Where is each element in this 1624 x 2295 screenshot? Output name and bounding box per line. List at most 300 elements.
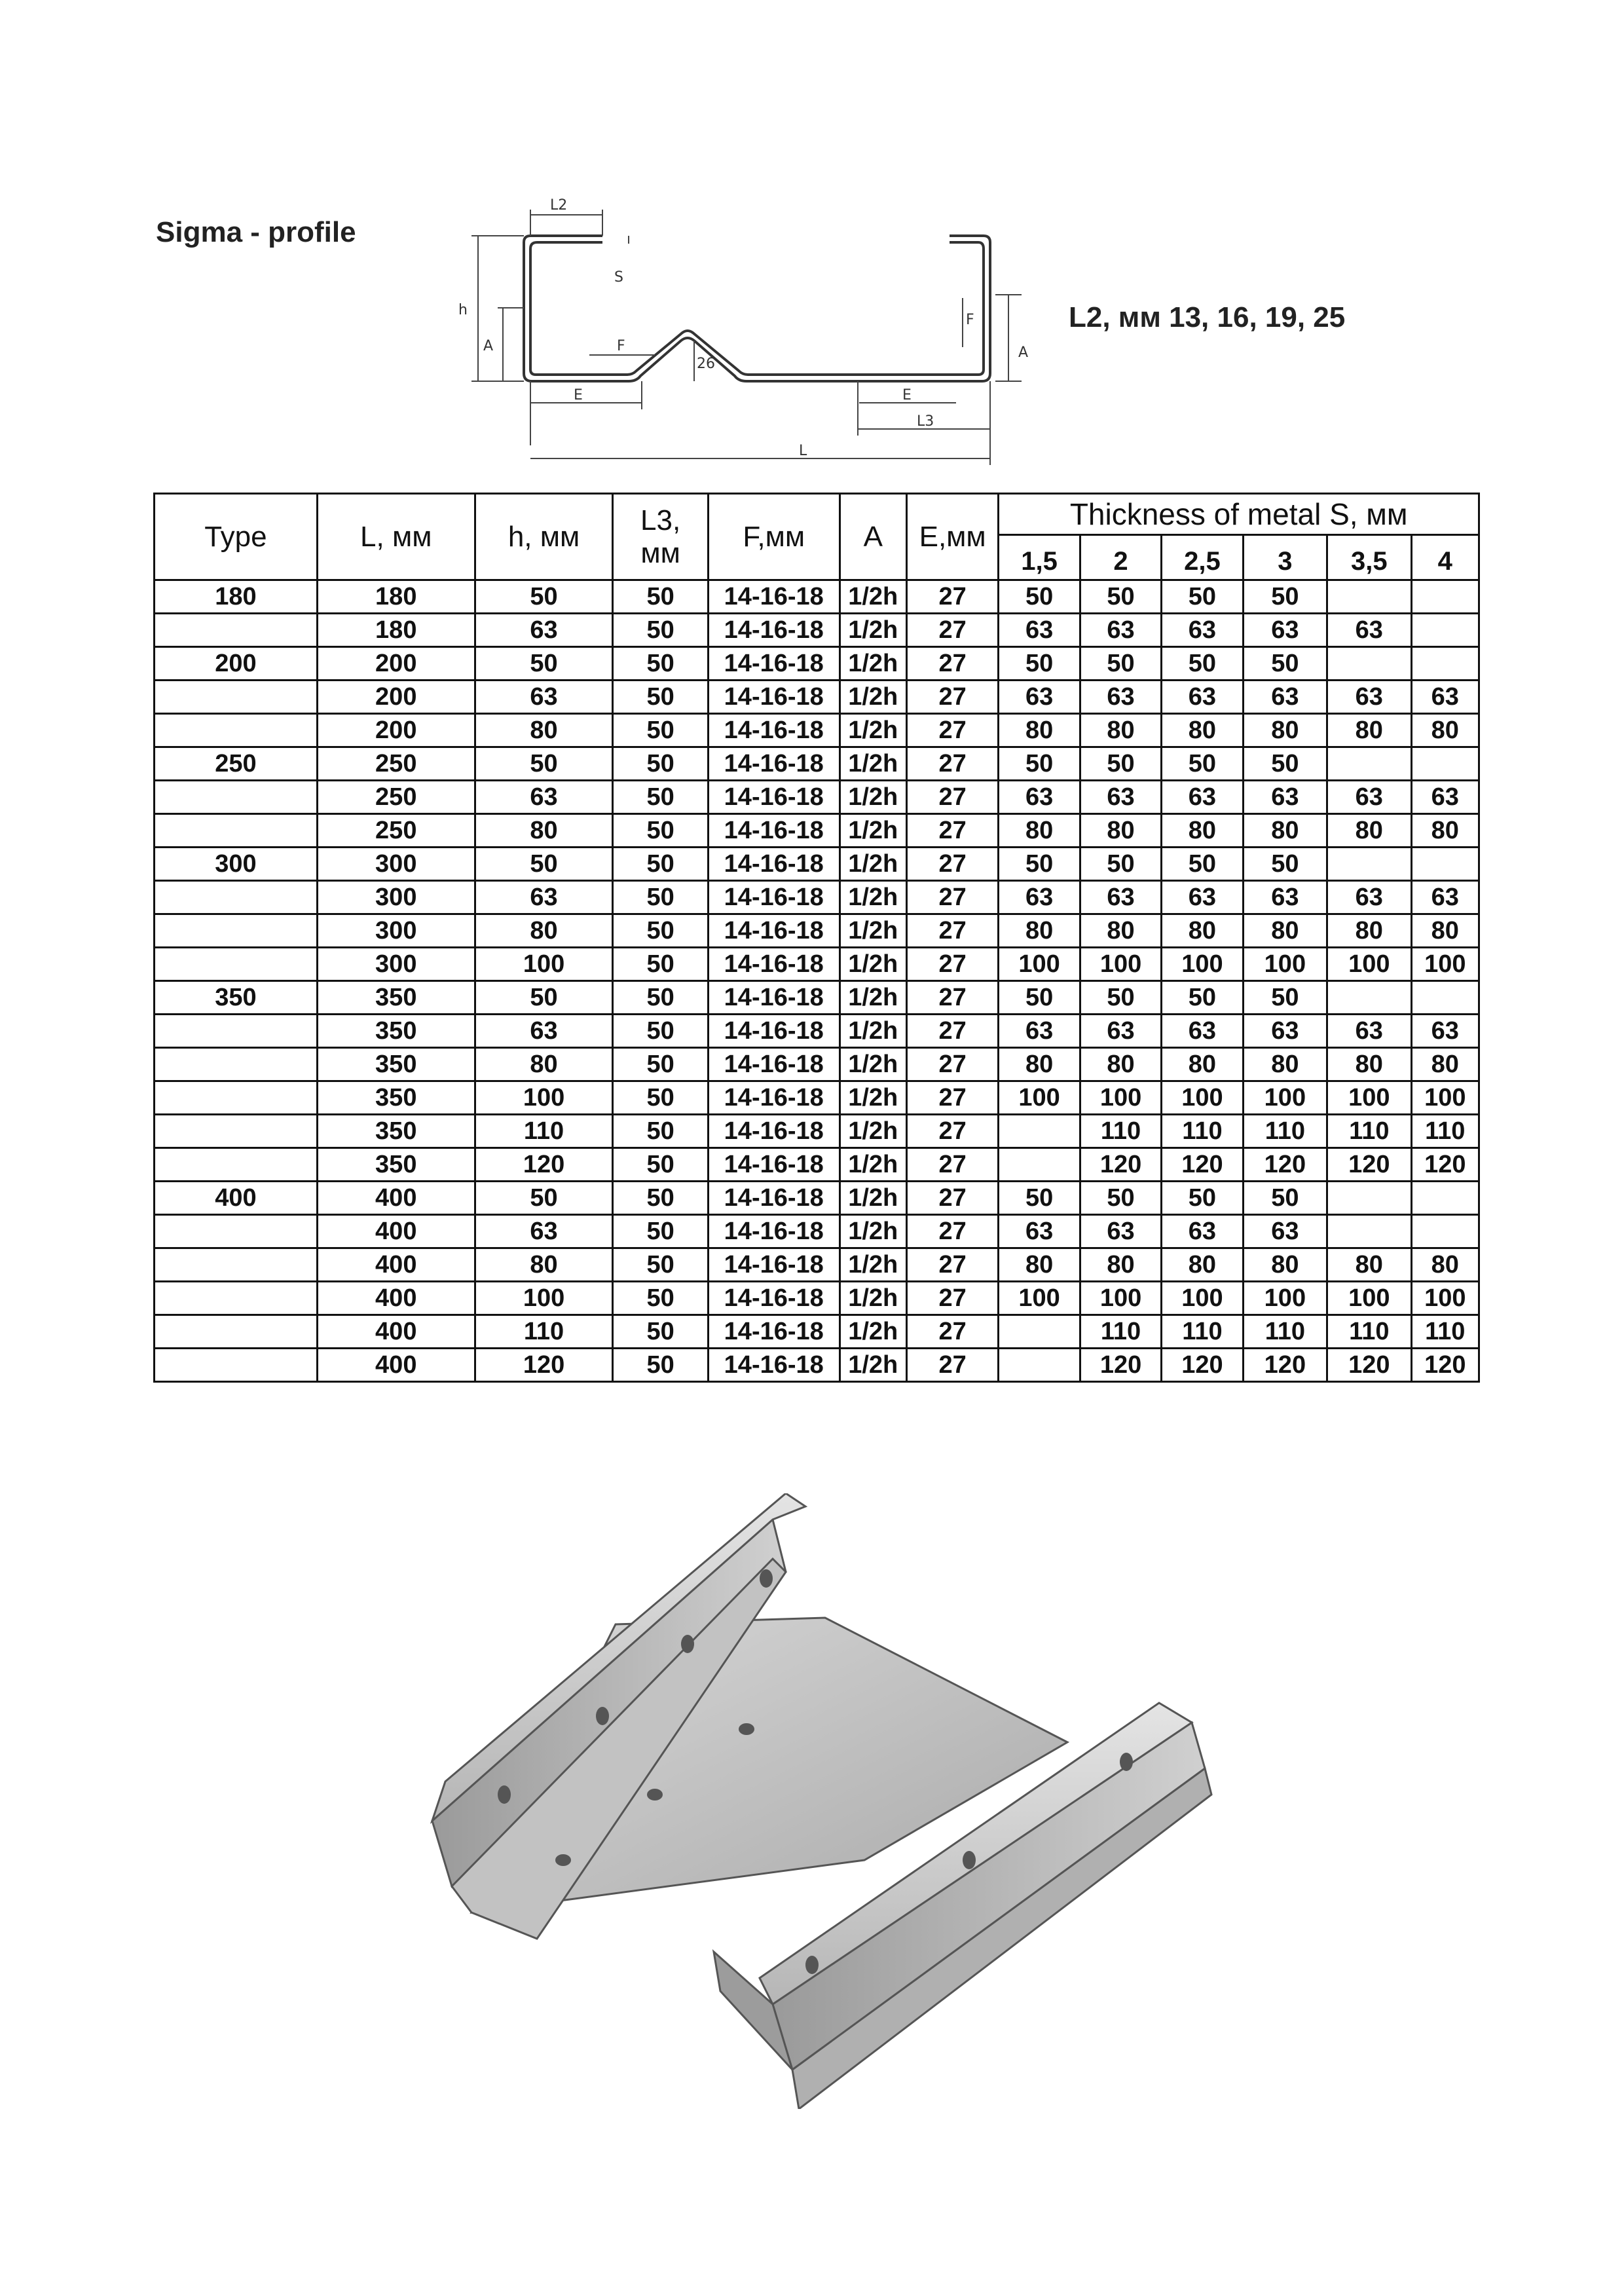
mounting-hole (739, 1723, 754, 1735)
cell-type: 200 (155, 647, 318, 681)
cell-s-2: 120 (1080, 1148, 1161, 1182)
cell-f: 14-16-18 (708, 1182, 840, 1215)
cell-type (155, 1148, 318, 1182)
cell-type (155, 1248, 318, 1282)
cell-s-2-5: 100 (1162, 948, 1243, 981)
cell-s-1-5 (999, 1315, 1080, 1349)
cell-l: 350 (317, 1081, 475, 1115)
cell-f: 14-16-18 (708, 948, 840, 981)
cell-s-4: 120 (1411, 1349, 1479, 1382)
cell-s-2-5: 50 (1162, 1182, 1243, 1215)
table-row (155, 948, 1479, 981)
table-row (155, 1115, 1479, 1148)
cell-s-2-5: 110 (1162, 1115, 1243, 1148)
header-l: L, мм (317, 494, 475, 580)
cell-s-2-5: 50 (1162, 647, 1243, 681)
cell-s-4: 100 (1411, 1081, 1479, 1115)
cell-a: 1/2h (840, 747, 906, 781)
cell-s-3-5: 80 (1327, 714, 1411, 747)
cell-f: 14-16-18 (708, 1315, 840, 1349)
cell-f: 14-16-18 (708, 1282, 840, 1315)
table-row (155, 1015, 1479, 1048)
cell-s-1-5: 63 (999, 881, 1080, 914)
cell-f: 14-16-18 (708, 681, 840, 714)
cell-h: 110 (475, 1115, 613, 1148)
cell-s-3-5: 120 (1327, 1148, 1411, 1182)
cell-s-2-5: 120 (1162, 1148, 1243, 1182)
cell-l3: 50 (613, 1315, 709, 1349)
header-thickness: Thickness of metal S, мм (999, 494, 1479, 535)
cell-s-3-5: 100 (1327, 1282, 1411, 1315)
cell-e: 27 (906, 747, 998, 781)
cell-s-1-5: 50 (999, 1182, 1080, 1215)
table-row (155, 681, 1479, 714)
cell-s-2: 50 (1080, 647, 1161, 681)
cell-h: 80 (475, 1048, 613, 1081)
cell-s-2: 63 (1080, 781, 1161, 814)
cell-l3: 50 (613, 1081, 709, 1115)
mounting-hole (1120, 1753, 1133, 1771)
mounting-hole (963, 1851, 976, 1869)
cell-l: 200 (317, 647, 475, 681)
cell-s-3-5: 80 (1327, 914, 1411, 948)
cell-s-1-5: 80 (999, 714, 1080, 747)
cell-h: 110 (475, 1315, 613, 1349)
cell-h: 100 (475, 948, 613, 981)
label-f-bottom: F (617, 338, 625, 354)
cell-e: 27 (906, 948, 998, 981)
mounting-hole (596, 1707, 609, 1725)
cell-e: 27 (906, 714, 998, 747)
cell-s-3: 100 (1243, 1282, 1327, 1315)
cell-s-2: 63 (1080, 881, 1161, 914)
cell-type (155, 914, 318, 948)
cell-s-3: 80 (1243, 1248, 1327, 1282)
cell-s-2-5: 80 (1162, 1048, 1243, 1081)
label-s: S (614, 269, 623, 286)
cell-l: 350 (317, 981, 475, 1015)
cell-h: 63 (475, 1015, 613, 1048)
table-row (155, 647, 1479, 681)
cell-type (155, 814, 318, 848)
cell-a: 1/2h (840, 1248, 906, 1282)
cell-s-3-5 (1327, 1182, 1411, 1215)
cell-e: 27 (906, 1081, 998, 1115)
cell-s-3-5: 110 (1327, 1315, 1411, 1349)
cell-e: 27 (906, 1248, 998, 1282)
cell-a: 1/2h (840, 848, 906, 881)
cell-s-2: 50 (1080, 981, 1161, 1015)
cell-s-2: 63 (1080, 1015, 1161, 1048)
cell-a: 1/2h (840, 614, 906, 647)
cell-f: 14-16-18 (708, 714, 840, 747)
cell-l3: 50 (613, 1048, 709, 1081)
cell-s-3-5: 63 (1327, 781, 1411, 814)
cell-l3: 50 (613, 948, 709, 981)
mounting-hole (555, 1854, 571, 1866)
cell-s-4: 63 (1411, 681, 1479, 714)
cell-s-3: 63 (1243, 881, 1327, 914)
cell-s-4: 80 (1411, 914, 1479, 948)
cell-e: 27 (906, 781, 998, 814)
cell-h: 80 (475, 1248, 613, 1282)
cell-a: 1/2h (840, 647, 906, 681)
table-row (155, 781, 1479, 814)
cell-s-1-5: 100 (999, 1081, 1080, 1115)
table-row (155, 981, 1479, 1015)
cell-f: 14-16-18 (708, 1048, 840, 1081)
cell-s-3-5: 80 (1327, 1048, 1411, 1081)
mounting-hole (681, 1635, 694, 1653)
cell-s-3: 80 (1243, 914, 1327, 948)
cell-type: 400 (155, 1182, 318, 1215)
cell-s-2-5: 50 (1162, 580, 1243, 614)
cell-h: 50 (475, 981, 613, 1015)
cell-s-1-5: 50 (999, 848, 1080, 881)
cell-s-4: 100 (1411, 1282, 1479, 1315)
cell-s-2-5: 80 (1162, 714, 1243, 747)
cell-f: 14-16-18 (708, 981, 840, 1015)
cell-s-1-5: 63 (999, 781, 1080, 814)
cell-s-2: 63 (1080, 681, 1161, 714)
cell-s-4 (1411, 848, 1479, 881)
header-type: Type (155, 494, 318, 580)
cell-type (155, 1282, 318, 1315)
cell-s-2: 110 (1080, 1115, 1161, 1148)
cell-type: 350 (155, 981, 318, 1015)
cell-l3: 50 (613, 881, 709, 914)
cell-a: 1/2h (840, 981, 906, 1015)
cell-s-4: 63 (1411, 1015, 1479, 1048)
cell-e: 27 (906, 1015, 998, 1048)
cell-s-2-5: 63 (1162, 1015, 1243, 1048)
cell-l3: 50 (613, 681, 709, 714)
cell-s-3: 100 (1243, 1081, 1327, 1115)
cell-s-4: 100 (1411, 948, 1479, 981)
cell-s-2: 80 (1080, 714, 1161, 747)
cell-l3: 50 (613, 814, 709, 848)
cell-type (155, 714, 318, 747)
cell-s-4: 80 (1411, 714, 1479, 747)
cell-type (155, 1349, 318, 1382)
cell-s-1-5 (999, 1148, 1080, 1182)
cell-s-4 (1411, 1182, 1479, 1215)
cell-s-1-5: 80 (999, 1048, 1080, 1081)
cell-s-3: 100 (1243, 948, 1327, 981)
cell-s-4 (1411, 1215, 1479, 1248)
cell-l3: 50 (613, 1248, 709, 1282)
cell-e: 27 (906, 1349, 998, 1382)
cell-s-1-5: 50 (999, 647, 1080, 681)
cell-s-2: 63 (1080, 614, 1161, 647)
cell-l3: 50 (613, 647, 709, 681)
cell-h: 120 (475, 1349, 613, 1382)
cell-l3: 50 (613, 1282, 709, 1315)
header-e: E,мм (906, 494, 998, 580)
cell-s-2-5: 80 (1162, 814, 1243, 848)
cell-s-1-5: 63 (999, 1215, 1080, 1248)
header-h: h, мм (475, 494, 613, 580)
cell-h: 100 (475, 1282, 613, 1315)
cell-a: 1/2h (840, 1048, 906, 1081)
cell-s-1-5: 63 (999, 681, 1080, 714)
cell-l: 250 (317, 781, 475, 814)
cell-s-2: 50 (1080, 848, 1161, 881)
label-e-right: E (902, 387, 912, 403)
cell-l: 400 (317, 1282, 475, 1315)
cell-h: 50 (475, 1182, 613, 1215)
cell-s-3: 120 (1243, 1148, 1327, 1182)
cell-l: 200 (317, 714, 475, 747)
cell-h: 63 (475, 881, 613, 914)
cell-s-3: 80 (1243, 714, 1327, 747)
thickness-col: 3 (1243, 535, 1327, 580)
cell-e: 27 (906, 1048, 998, 1081)
cell-type (155, 781, 318, 814)
cell-a: 1/2h (840, 1282, 906, 1315)
cell-s-3-5 (1327, 747, 1411, 781)
cell-h: 100 (475, 1081, 613, 1115)
cell-s-3-5: 100 (1327, 948, 1411, 981)
cell-a: 1/2h (840, 881, 906, 914)
table-row (155, 614, 1479, 647)
cell-l3: 50 (613, 614, 709, 647)
table-row (155, 1182, 1479, 1215)
header-l3 (613, 494, 709, 580)
cell-h: 63 (475, 781, 613, 814)
label-l: L (799, 443, 807, 459)
label-a-right: A (1018, 345, 1029, 361)
cell-s-3: 120 (1243, 1349, 1327, 1382)
cell-l: 400 (317, 1248, 475, 1282)
table-row (155, 881, 1479, 914)
cell-type (155, 881, 318, 914)
cell-s-3: 63 (1243, 1215, 1327, 1248)
cell-s-2-5: 100 (1162, 1081, 1243, 1115)
table-row (155, 747, 1479, 781)
cell-s-3: 50 (1243, 1182, 1327, 1215)
cell-l: 400 (317, 1349, 475, 1382)
cell-e: 27 (906, 580, 998, 614)
cell-a: 1/2h (840, 1182, 906, 1215)
cell-s-2-5: 63 (1162, 781, 1243, 814)
cell-h: 80 (475, 714, 613, 747)
mounting-hole (760, 1569, 773, 1588)
cell-f: 14-16-18 (708, 614, 840, 647)
cell-s-2-5: 50 (1162, 848, 1243, 881)
cell-a: 1/2h (840, 948, 906, 981)
cell-a: 1/2h (840, 714, 906, 747)
cell-s-4: 80 (1411, 814, 1479, 848)
label-a-left: A (483, 338, 494, 354)
cell-s-1-5: 80 (999, 814, 1080, 848)
cell-type: 300 (155, 848, 318, 881)
table-row (155, 1215, 1479, 1248)
cell-s-4: 63 (1411, 781, 1479, 814)
cell-l3: 50 (613, 714, 709, 747)
cell-s-3-5: 63 (1327, 1015, 1411, 1048)
header-a: A (840, 494, 906, 580)
cell-f: 14-16-18 (708, 781, 840, 814)
cell-l3: 50 (613, 914, 709, 948)
cell-s-1-5: 63 (999, 1015, 1080, 1048)
thickness-col: 2,5 (1162, 535, 1243, 580)
cell-e: 27 (906, 1315, 998, 1349)
cell-s-2: 110 (1080, 1315, 1161, 1349)
cell-s-3-5: 120 (1327, 1349, 1411, 1382)
cell-h: 50 (475, 580, 613, 614)
cell-l: 350 (317, 1115, 475, 1148)
cell-s-4: 120 (1411, 1148, 1479, 1182)
cell-s-2-5: 50 (1162, 981, 1243, 1015)
cell-a: 1/2h (840, 914, 906, 948)
cell-s-3-5: 80 (1327, 1248, 1411, 1282)
cell-s-3-5 (1327, 1215, 1411, 1248)
cell-s-1-5: 100 (999, 1282, 1080, 1315)
cell-s-3-5: 100 (1327, 1081, 1411, 1115)
cell-a: 1/2h (840, 1349, 906, 1382)
cell-s-2-5: 80 (1162, 914, 1243, 948)
cell-type (155, 1081, 318, 1115)
cell-s-2: 50 (1080, 747, 1161, 781)
cell-h: 80 (475, 814, 613, 848)
cell-l: 400 (317, 1315, 475, 1349)
cell-s-2-5: 110 (1162, 1315, 1243, 1349)
cell-s-1-5: 50 (999, 580, 1080, 614)
cell-e: 27 (906, 848, 998, 881)
cell-s-4: 80 (1411, 1248, 1479, 1282)
cell-f: 14-16-18 (708, 1115, 840, 1148)
thickness-col: 3,5 (1327, 535, 1411, 580)
header-l3-line2: мм (640, 536, 680, 569)
cell-s-3: 50 (1243, 647, 1327, 681)
cell-type (155, 1315, 318, 1349)
cell-h: 63 (475, 681, 613, 714)
cell-s-2: 100 (1080, 1282, 1161, 1315)
cell-f: 14-16-18 (708, 881, 840, 914)
cell-f: 14-16-18 (708, 1081, 840, 1115)
cell-l: 350 (317, 1015, 475, 1048)
cell-f: 14-16-18 (708, 814, 840, 848)
cell-s-3: 63 (1243, 681, 1327, 714)
sigma-profile-3d-illustration (406, 1493, 1231, 2109)
cell-type (155, 614, 318, 647)
cell-a: 1/2h (840, 781, 906, 814)
cell-s-4: 80 (1411, 1048, 1479, 1081)
cell-s-2: 50 (1080, 580, 1161, 614)
cell-s-2: 80 (1080, 814, 1161, 848)
cell-s-2: 80 (1080, 1248, 1161, 1282)
cell-s-1-5 (999, 1349, 1080, 1382)
label-h: h (458, 302, 468, 318)
cell-f: 14-16-18 (708, 647, 840, 681)
cell-s-3-5 (1327, 647, 1411, 681)
cell-a: 1/2h (840, 1081, 906, 1115)
cell-h: 63 (475, 1215, 613, 1248)
profile-outline (524, 236, 990, 381)
profile-cross-section-diagram (432, 183, 1061, 485)
cell-s-3-5 (1327, 981, 1411, 1015)
cell-l3: 50 (613, 781, 709, 814)
cell-l3: 50 (613, 848, 709, 881)
cell-s-1-5: 63 (999, 614, 1080, 647)
cell-s-4 (1411, 747, 1479, 781)
cell-s-3: 110 (1243, 1115, 1327, 1148)
cell-s-3: 50 (1243, 580, 1327, 614)
label-l2: L2 (550, 197, 568, 214)
table-row (155, 1248, 1479, 1282)
cell-a: 1/2h (840, 580, 906, 614)
cell-s-3-5: 63 (1327, 681, 1411, 714)
cell-f: 14-16-18 (708, 1148, 840, 1182)
cell-f: 14-16-18 (708, 1215, 840, 1248)
cell-l3: 50 (613, 1182, 709, 1215)
cell-s-3: 110 (1243, 1315, 1327, 1349)
cell-s-4: 110 (1411, 1115, 1479, 1148)
cell-s-3: 50 (1243, 981, 1327, 1015)
cell-a: 1/2h (840, 1315, 906, 1349)
cell-h: 120 (475, 1148, 613, 1182)
cell-s-3-5: 110 (1327, 1115, 1411, 1148)
cell-s-2-5: 63 (1162, 881, 1243, 914)
cell-e: 27 (906, 914, 998, 948)
table-row (155, 814, 1479, 848)
cell-type (155, 1015, 318, 1048)
cell-a: 1/2h (840, 681, 906, 714)
table-row (155, 848, 1479, 881)
cell-l: 180 (317, 580, 475, 614)
cell-f: 14-16-18 (708, 1248, 840, 1282)
table-row (155, 1349, 1479, 1382)
cell-f: 14-16-18 (708, 1349, 840, 1382)
cell-l: 300 (317, 948, 475, 981)
table-row (155, 1282, 1479, 1315)
table-row (155, 1148, 1479, 1182)
cell-type (155, 1215, 318, 1248)
cell-e: 27 (906, 1182, 998, 1215)
cell-l: 400 (317, 1215, 475, 1248)
cell-l: 200 (317, 681, 475, 714)
cell-a: 1/2h (840, 1215, 906, 1248)
cell-s-4 (1411, 981, 1479, 1015)
cell-l: 400 (317, 1182, 475, 1215)
label-depth: 26 (697, 356, 715, 372)
cell-l3: 50 (613, 1148, 709, 1182)
header-f: F,мм (708, 494, 840, 580)
table-row (155, 714, 1479, 747)
cell-h: 63 (475, 614, 613, 647)
cell-s-3: 63 (1243, 614, 1327, 647)
cell-a: 1/2h (840, 1148, 906, 1182)
cell-e: 27 (906, 614, 998, 647)
cell-type (155, 1048, 318, 1081)
thickness-col: 1,5 (999, 535, 1080, 580)
cell-l: 350 (317, 1048, 475, 1081)
cell-l: 350 (317, 1148, 475, 1182)
cell-s-1-5: 50 (999, 981, 1080, 1015)
cell-l3: 50 (613, 981, 709, 1015)
cell-s-4: 63 (1411, 881, 1479, 914)
cell-h: 50 (475, 747, 613, 781)
cell-s-1-5: 50 (999, 747, 1080, 781)
cell-f: 14-16-18 (708, 848, 840, 881)
cell-s-3: 80 (1243, 814, 1327, 848)
table-row (155, 1048, 1479, 1081)
cell-s-1-5: 100 (999, 948, 1080, 981)
cell-s-4: 110 (1411, 1315, 1479, 1349)
cell-e: 27 (906, 1148, 998, 1182)
cell-l3: 50 (613, 1349, 709, 1382)
